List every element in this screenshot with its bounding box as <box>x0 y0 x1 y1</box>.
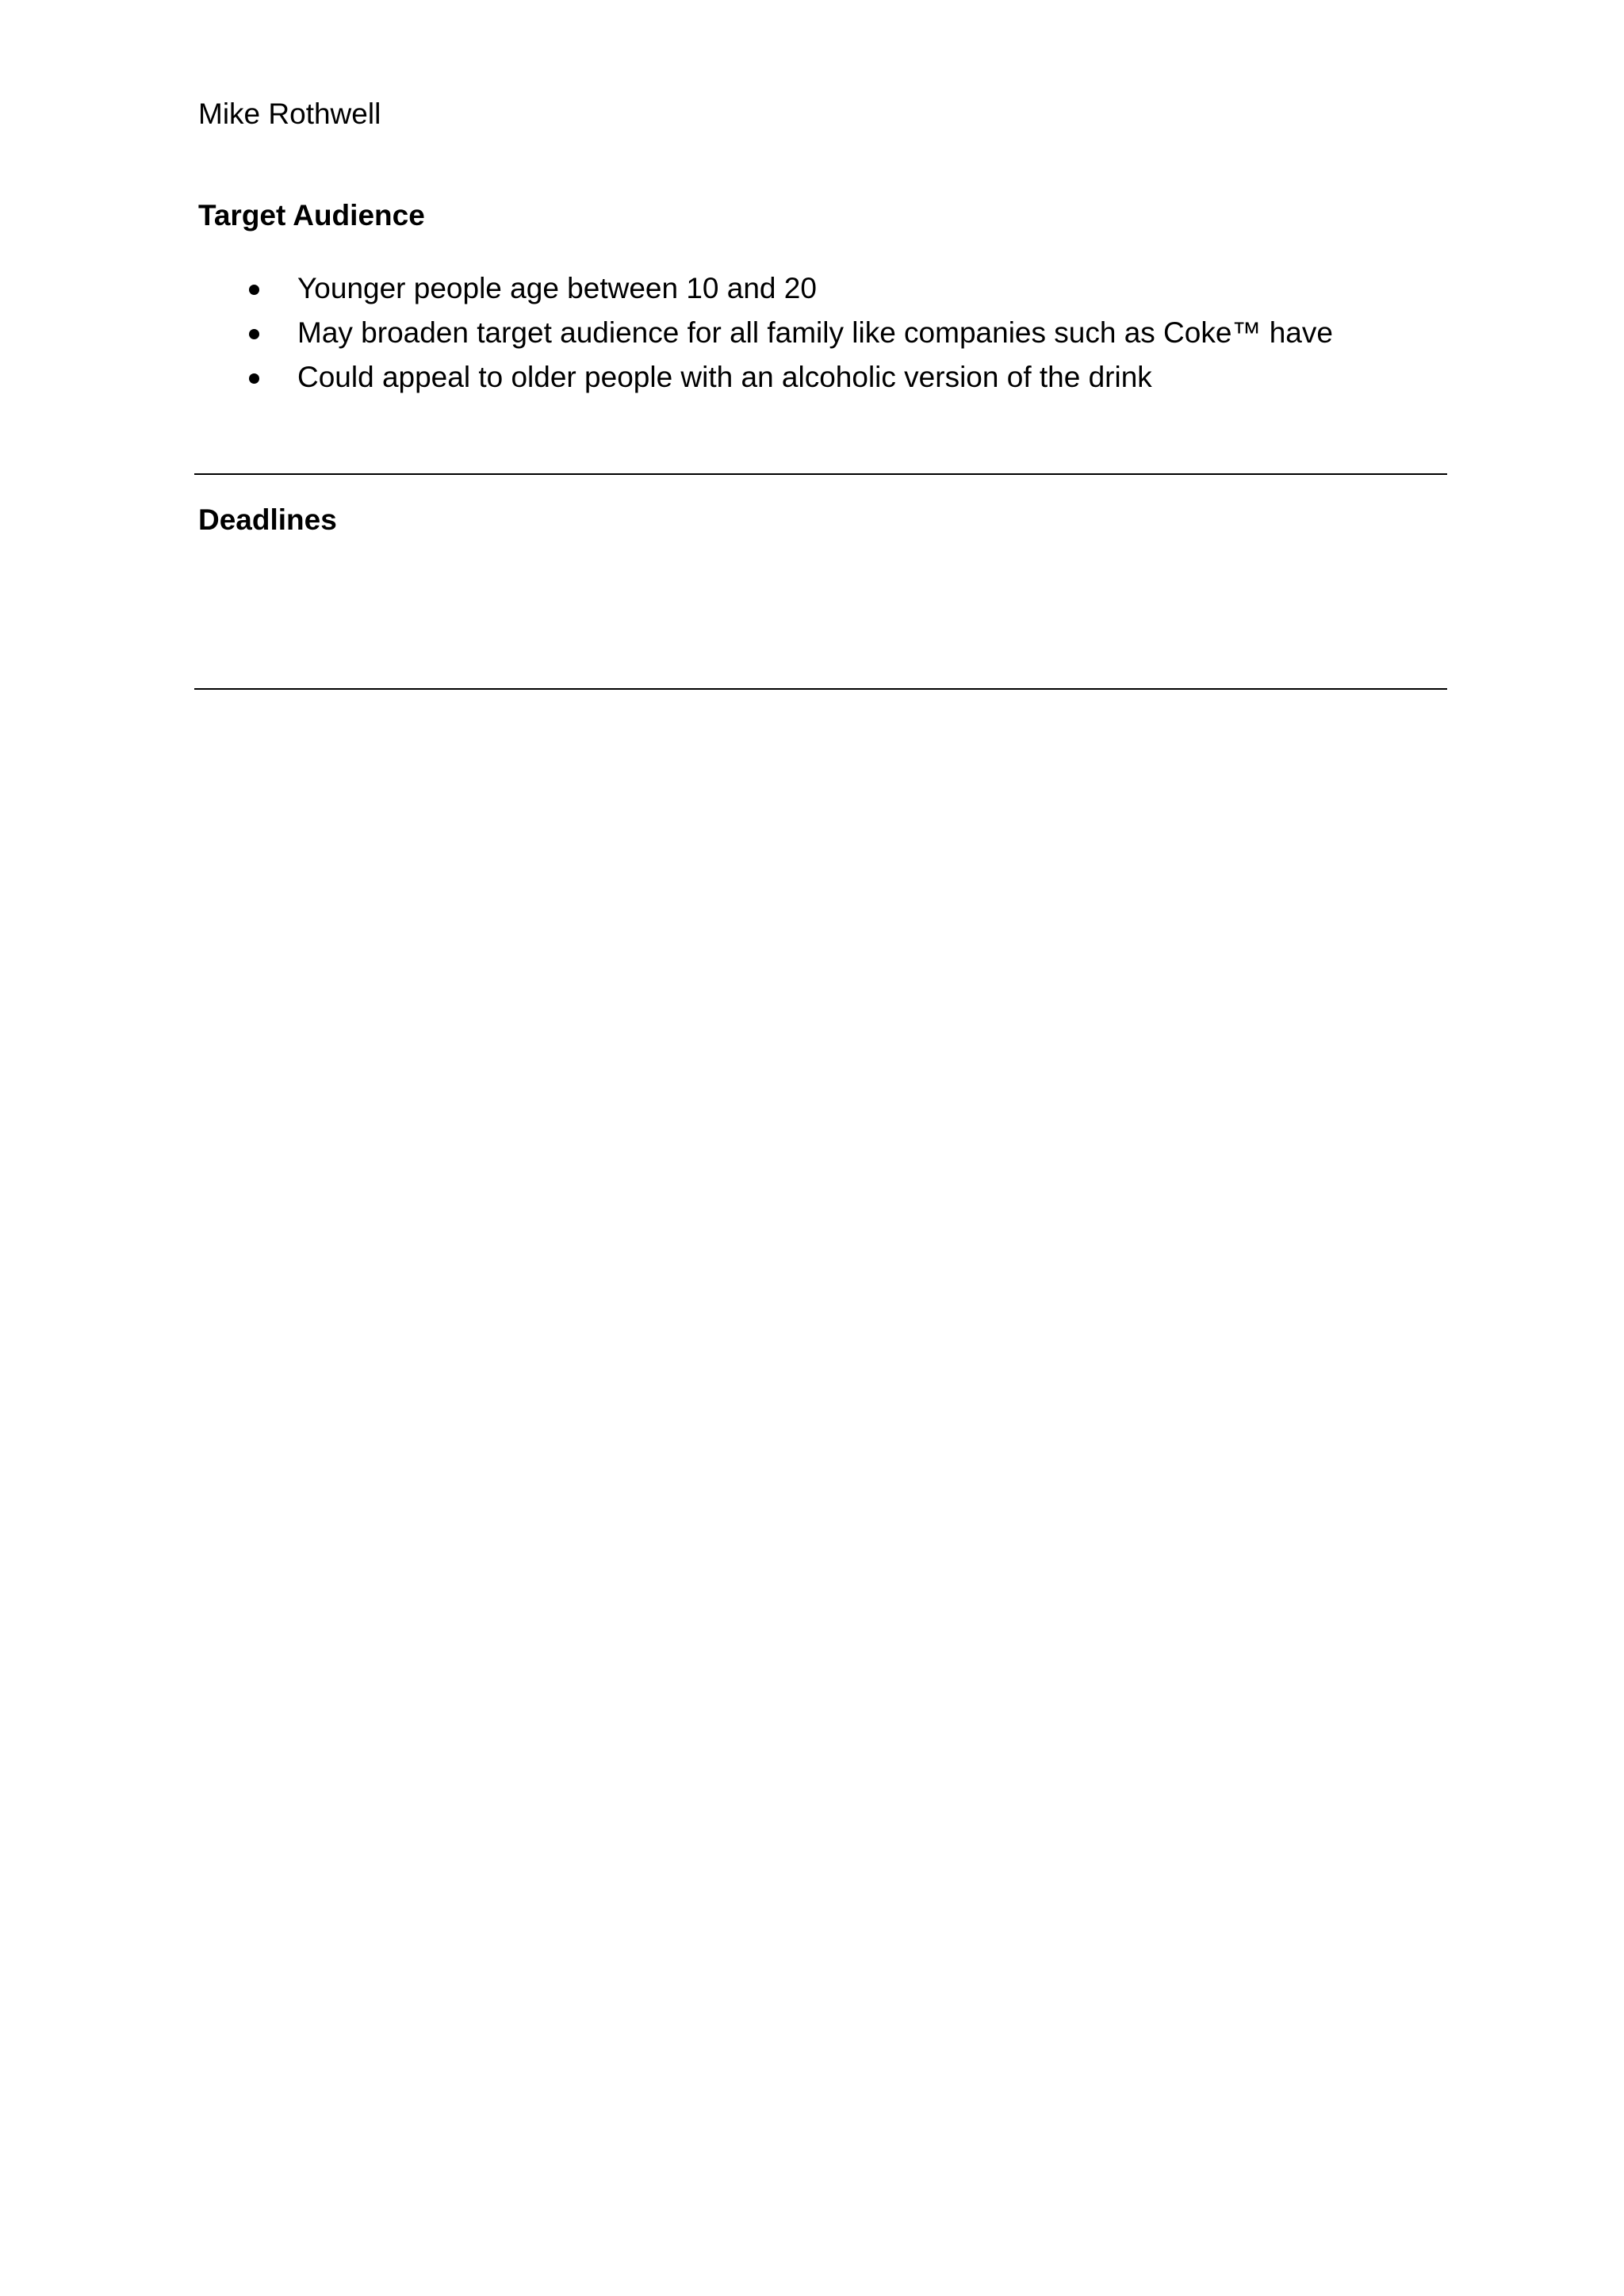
horizontal-divider <box>194 473 1447 475</box>
list-item <box>0 314 1624 358</box>
bullet-icon <box>249 285 259 295</box>
target-audience-list <box>0 270 1624 403</box>
section-heading-target-audience: Target Audience <box>198 199 425 232</box>
list-item <box>0 270 1624 314</box>
list-item-text: Younger people age between 10 and 20 <box>297 272 817 304</box>
list-item <box>0 358 1624 403</box>
author-name: Mike Rothwell <box>198 98 381 130</box>
section-heading-deadlines: Deadlines <box>198 503 337 536</box>
list-item-text: Could appeal to older people with an alcoholic version of the drink <box>297 361 1152 393</box>
horizontal-divider <box>194 688 1447 690</box>
bullet-icon <box>249 329 259 339</box>
bullet-icon <box>249 373 259 384</box>
list-item-text: May broaden target audience for all family like companies such as Coke™ have <box>297 316 1333 349</box>
